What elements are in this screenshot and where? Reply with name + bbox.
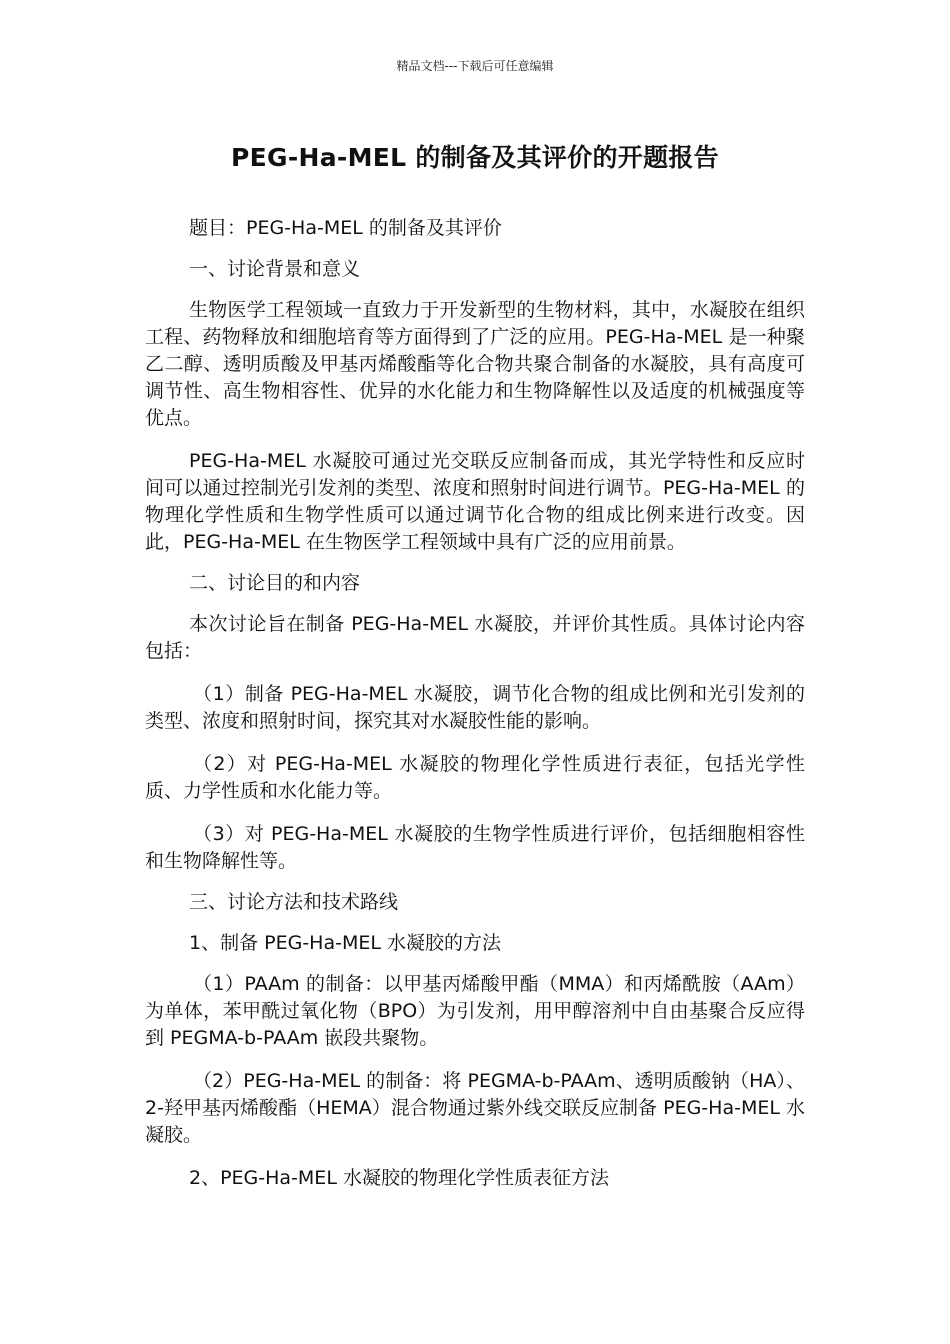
method-step-1: （1）PAAm 的制备：以甲基丙烯酸甲酯（MMA）和丙烯酰胺（AAm）为单体，苯甲酰过氧化物（BPO）为引发剂，用甲醇溶剂中自由基聚合反应得到 PEGMA-b-PAAm 嵌段共聚物。 bbox=[145, 973, 805, 1049]
background-paragraph-1: 生物医学工程领域一直致力于开发新型的生物材料，其中，水凝胶在组织工程、药物释放和细胞培育等方面得到了广泛的应用。PEG-Ha-MEL 是一种聚乙二醇、透明质酸及甲基丙烯酸酯等化合物共聚合制备的水凝胶，具有高度可调节性、高生物相容性、优异的水化能力和生物降解性以及适度的机械强度等优点。 bbox=[145, 299, 805, 429]
page-header-note: 精品文档---下载后可任意编辑 bbox=[396, 59, 554, 73]
purpose-item-2: （2）对 PEG-Ha-MEL 水凝胶的物理化学性质进行表征，包括光学性质、力学性质和水化能力等。 bbox=[145, 753, 805, 802]
document-title: PEG-Ha-MEL 的制备及其评价的开题报告 bbox=[231, 143, 719, 172]
purpose-item-3: （3）对 PEG-Ha-MEL 水凝胶的生物学性质进行评价，包括细胞相容性和生物降解性等。 bbox=[145, 823, 805, 872]
method-step-2: （2）PEG-Ha-MEL 的制备：将 PEGMA-b-PAAm、透明质酸钠（HA）、2-羟甲基丙烯酸酯（HEMA）混合物通过紫外线交联反应制备 PEG-Ha-MEL 水凝胶。 bbox=[145, 1070, 805, 1146]
method-subheading-preparation: 1、制备 PEG-Ha-MEL 水凝胶的方法 bbox=[189, 932, 501, 954]
topic-line: 题目：PEG-Ha-MEL 的制备及其评价 bbox=[189, 217, 502, 239]
section-heading-purpose: 二、讨论目的和内容 bbox=[189, 572, 361, 594]
section-heading-background: 一、讨论背景和意义 bbox=[189, 258, 361, 280]
document-body bbox=[145, 215, 805, 1192]
background-paragraph-2: PEG-Ha-MEL 水凝胶可通过光交联反应制备而成，其光学特性和反应时间可以通过控制光引发剂的类型、浓度和照射时间进行调节。PEG-Ha-MEL 的物理化学性质和生物学性质可以通过调节化合物的组成比例来进行改变。因此，PEG-Ha-MEL 在生物医学工程领域中具有广泛的应用前景。 bbox=[145, 450, 805, 553]
method-subheading-characterization: 2、PEG-Ha-MEL 水凝胶的物理化学性质表征方法 bbox=[189, 1167, 609, 1189]
purpose-item-1: （1）制备 PEG-Ha-MEL 水凝胶，调节化合物的组成比例和光引发剂的类型、浓度和照射时间，探究其对水凝胶性能的影响。 bbox=[145, 683, 805, 732]
purpose-intro-paragraph: 本次讨论旨在制备 PEG-Ha-MEL 水凝胶，并评价其性质。具体讨论内容包括： bbox=[145, 613, 805, 662]
section-heading-methods: 三、讨论方法和技术路线 bbox=[189, 891, 399, 913]
